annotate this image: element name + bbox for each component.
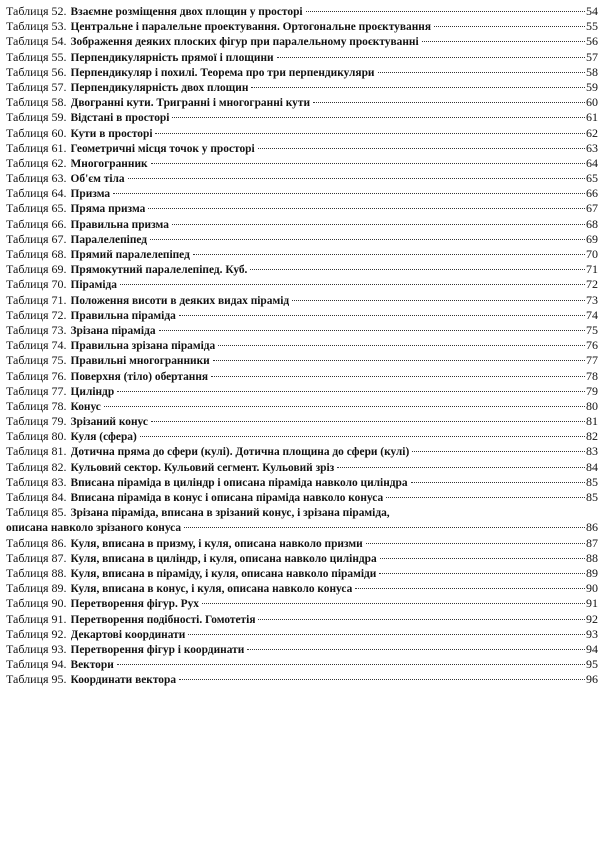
toc-entry[interactable]	[6, 65, 598, 80]
toc-entry-page: 89	[586, 565, 598, 580]
toc-entry-title: Центральне і паралельне проектування. Ортогональне проєктування	[70, 21, 432, 34]
toc-entry-page: 55	[586, 19, 598, 34]
toc-entry-title: Зображення деяких плоских фігур при паралельному проєктуванні	[70, 36, 419, 49]
dot-leader	[140, 436, 585, 437]
toc-entry[interactable]	[6, 475, 598, 490]
toc-entry-page: 76	[586, 338, 598, 353]
dot-leader	[434, 26, 585, 27]
toc-entry-label: Таблиця 87.	[6, 550, 67, 565]
toc-entry-title: Перетворення фігур і координати	[70, 643, 245, 656]
toc-entry-page: 57	[586, 49, 598, 64]
dot-leader	[117, 664, 585, 665]
dot-leader	[258, 148, 585, 149]
toc-entry[interactable]	[6, 444, 598, 459]
toc-entry-title: Паралелепіпед	[70, 233, 148, 246]
toc-entry-page: 72	[586, 277, 598, 292]
toc-entry-label: Таблиця 65.	[6, 201, 67, 216]
toc-entry-label: Таблиця 54.	[6, 34, 67, 49]
dot-leader	[218, 345, 585, 346]
toc-entry-page: 92	[586, 611, 598, 626]
toc-entry-page: 70	[586, 247, 598, 261]
dot-leader	[117, 391, 585, 392]
toc-entry-title: Кульовий сектор. Кульовий сегмент. Кульовий зріз	[70, 461, 335, 474]
dot-leader	[155, 133, 585, 134]
toc-entry-page: 96	[586, 672, 598, 687]
dot-leader	[151, 163, 585, 164]
dot-leader	[411, 482, 585, 483]
toc-entry-title: Відстані в просторі	[70, 112, 170, 125]
toc-entry-title: Правильні многогранники	[70, 355, 210, 368]
toc-entry-page: 87	[586, 535, 598, 550]
toc-entry-page: 64	[586, 155, 598, 170]
dot-leader	[211, 376, 585, 377]
toc-entry-label: Таблиця 72.	[6, 307, 67, 322]
toc-entry-title: Перпендикулярність прямої і площини	[70, 51, 274, 64]
toc-entry-label: Таблиця 89.	[6, 581, 67, 596]
toc-entry[interactable]	[6, 353, 598, 368]
toc-entry-page: 83	[586, 444, 598, 459]
toc-entry-page: 62	[586, 125, 598, 140]
dot-leader	[422, 41, 585, 42]
toc-entry-title: Правильна піраміда	[70, 309, 176, 322]
toc-entry-title: Перетворення подібності. Гомотетія	[70, 613, 256, 626]
toc-entry-label: Таблиця 73.	[6, 322, 67, 337]
dot-leader	[247, 649, 585, 650]
toc-entry-page: 95	[586, 657, 598, 672]
toc-entry-label: Таблиця 67.	[6, 231, 67, 246]
toc-entry[interactable]	[6, 672, 598, 687]
toc-entry-label: Таблиця 91.	[6, 611, 67, 626]
toc-entry-title: Перпендикуляр і похилі. Теорема про три перпендикуляри	[70, 66, 375, 79]
toc-entry-label: Таблиця 94.	[6, 657, 67, 672]
toc-entry[interactable]	[6, 156, 598, 171]
dot-leader	[120, 284, 585, 285]
toc-entry[interactable]	[6, 50, 598, 65]
toc-entry-title: Правильна призма	[70, 218, 169, 231]
toc-entry-label: Таблиця 71.	[6, 292, 67, 307]
dot-leader	[151, 421, 585, 422]
toc-entry-label: Таблиця 86.	[6, 535, 67, 550]
dot-leader	[172, 117, 585, 118]
dot-leader	[172, 224, 585, 225]
toc-entry-title: Геометричні місця точок у просторі	[70, 142, 255, 155]
toc-entry-title: Циліндр	[70, 385, 115, 398]
toc-entry-page: 60	[586, 95, 598, 110]
toc-entry-label: Таблиця 83.	[6, 474, 67, 489]
toc-entry[interactable]	[6, 186, 598, 201]
toc-entry-title: Зрізаний конус	[70, 416, 148, 429]
toc-entry-label: Таблиця 62.	[6, 155, 67, 170]
toc-entry[interactable]	[6, 642, 598, 657]
dot-leader	[213, 360, 585, 361]
toc-entry-title: Зрізана піраміда	[70, 324, 156, 337]
toc-entry[interactable]	[6, 551, 598, 566]
toc-entry-label: Таблиця 90.	[6, 596, 67, 611]
toc-entry-label: Таблиця 84.	[6, 490, 67, 504]
toc-entry[interactable]	[6, 581, 598, 596]
toc-entry[interactable]	[6, 505, 598, 520]
toc-entry-title: Поверхня (тіло) обертання	[70, 370, 209, 383]
toc-entry[interactable]	[6, 323, 598, 338]
dot-leader	[179, 679, 585, 680]
toc-entry[interactable]	[6, 596, 598, 611]
toc-entry-page: 84	[586, 459, 598, 474]
toc-entry[interactable]	[6, 262, 598, 277]
toc-entry[interactable]	[6, 627, 598, 642]
toc-entry-label: Таблиця 92.	[6, 626, 67, 641]
toc-entry-title: Об'єм тіла	[70, 173, 125, 186]
dot-leader	[277, 57, 585, 58]
dot-leader	[292, 300, 585, 301]
toc-entry-page: 78	[586, 368, 598, 383]
toc-entry-label: Таблиця 57.	[6, 79, 67, 94]
toc-entry-title: Координати вектора	[70, 674, 177, 687]
toc-entry-title: Конус	[70, 400, 101, 413]
toc-entry-page: 94	[586, 641, 598, 656]
dot-leader	[250, 269, 585, 270]
toc-entry[interactable]	[6, 19, 598, 34]
toc-entry[interactable]	[6, 308, 598, 323]
toc-entry-label: Таблиця 82.	[6, 459, 67, 474]
dot-leader	[202, 603, 585, 604]
toc-entry-page: 65	[586, 171, 598, 186]
toc-entry-page: 85	[586, 490, 598, 504]
dot-leader	[379, 573, 585, 574]
toc-entry[interactable]	[6, 612, 598, 627]
toc-entry-label: Таблиця 77.	[6, 383, 67, 398]
toc-entry-page: 73	[586, 292, 598, 307]
toc-entry-title: Куля, вписана в піраміду, і куля, описана навколо піраміди	[70, 567, 377, 580]
dot-leader	[113, 193, 585, 194]
dot-leader	[148, 208, 585, 209]
dot-leader	[313, 102, 585, 103]
toc-entry[interactable]	[6, 460, 598, 475]
toc-entry[interactable]	[6, 95, 598, 110]
toc-entry-page: 67	[586, 201, 598, 216]
dot-leader	[179, 315, 585, 316]
toc-entry[interactable]	[6, 384, 598, 399]
toc-entry-page: 88	[586, 550, 598, 565]
toc-entry-page: 54	[586, 4, 598, 18]
toc-entry[interactable]	[6, 217, 598, 232]
toc-entry-title: Положення висоти в деяких видах пірамід	[70, 294, 290, 307]
dot-leader	[258, 619, 585, 620]
toc-entry-label: Таблиця 59.	[6, 110, 67, 125]
toc-entry-label: Таблиця 70.	[6, 277, 67, 292]
toc-entry-title: Куля, вписана в конус, і куля, описана навколо конуса	[70, 583, 353, 596]
toc-entry-label: Таблиця 78.	[6, 398, 67, 413]
toc-entry[interactable]	[6, 247, 598, 262]
toc-entry-title: Перетворення фігур. Рух	[70, 598, 200, 611]
toc-entry-label: Таблиця 66.	[6, 216, 67, 231]
dot-leader	[386, 497, 585, 498]
toc-entry-page: 82	[586, 429, 598, 444]
toc-entry-label: Таблиця 95.	[6, 672, 67, 687]
toc-entry-title: Прямокутний паралелепіпед. Куб.	[70, 264, 248, 277]
toc-entry-title: Многогранник	[70, 157, 148, 170]
dot-leader	[380, 558, 585, 559]
dot-leader	[366, 543, 585, 544]
toc-entry[interactable]	[6, 171, 598, 186]
toc-entry-label: Таблиця 74.	[6, 338, 67, 353]
toc-entry[interactable]	[6, 414, 598, 429]
toc-entry-title-continued: описана навколо зрізаного конуса	[6, 522, 182, 535]
toc-entry[interactable]	[6, 338, 598, 353]
toc-entry-title: Вписана піраміда в конус і описана піраміда навколо конуса	[70, 492, 384, 504]
dot-leader	[150, 239, 585, 240]
toc-entry[interactable]	[6, 126, 598, 141]
toc-entry-title: Куля, вписана в призму, і куля, описана навколо призми	[70, 537, 363, 550]
dot-leader	[251, 87, 585, 88]
toc-entry-title: Вписана піраміда в циліндр і описана піраміда навколо циліндра	[70, 476, 408, 489]
toc-entry-page: 86	[586, 520, 598, 535]
toc-entry[interactable]	[6, 277, 598, 292]
toc-entry[interactable]	[6, 232, 598, 247]
toc-entry-label: Таблиця 88.	[6, 565, 67, 580]
toc-entry-label: Таблиця 55.	[6, 49, 67, 64]
dot-leader	[184, 527, 585, 528]
toc-entry-label: Таблиця 60.	[6, 125, 67, 140]
dot-leader	[378, 72, 586, 73]
toc-entry-page: 68	[586, 216, 598, 231]
toc-entry-title: Двогранні кути. Тригранні і многогранні кути	[70, 97, 311, 110]
toc-entry-title: Зрізана піраміда, вписана в зрізаний конус, і зрізана піраміда,	[70, 507, 390, 520]
toc-entry-label: Таблиця 64.	[6, 186, 67, 201]
toc-entry-label: Таблиця 68.	[6, 247, 67, 261]
table-of-contents	[6, 4, 598, 687]
toc-entry-page: 80	[586, 398, 598, 413]
toc-entry-page: 90	[586, 581, 598, 596]
toc-entry-label: Таблиця 75.	[6, 353, 67, 368]
toc-entry-title: Взаємне розміщення двох площин у просторі	[70, 6, 303, 18]
toc-entry-title: Прямий паралелепіпед	[70, 249, 190, 261]
toc-entry-continuation[interactable]	[6, 520, 598, 535]
toc-entry-label: Таблиця 79.	[6, 414, 67, 429]
dot-leader	[193, 254, 585, 255]
toc-entry-page: 77	[586, 353, 598, 368]
toc-entry-title: Правильна зрізана піраміда	[70, 340, 216, 353]
toc-entry[interactable]	[6, 110, 598, 125]
toc-entry-label: Таблиця 61.	[6, 140, 67, 155]
toc-entry[interactable]	[6, 566, 598, 581]
toc-entry-label: Таблиця 76.	[6, 368, 67, 383]
toc-entry-page: 81	[586, 414, 598, 429]
toc-entry-title: Призма	[70, 188, 111, 201]
toc-entry-label: Таблиця 85.	[6, 505, 67, 520]
dot-leader	[412, 451, 585, 452]
dot-leader	[306, 11, 585, 12]
dot-leader	[159, 330, 585, 331]
toc-entry-page: 56	[586, 34, 598, 49]
toc-entry[interactable]	[6, 429, 598, 444]
toc-entry-page: 93	[586, 626, 598, 641]
toc-entry[interactable]	[6, 536, 598, 551]
toc-entry[interactable]	[6, 201, 598, 216]
dot-leader	[188, 634, 585, 635]
toc-entry-page: 91	[586, 596, 598, 611]
toc-entry-title: Пряма призма	[70, 203, 146, 216]
toc-entry[interactable]	[6, 490, 598, 505]
toc-entry[interactable]	[6, 399, 598, 414]
toc-entry-label: Таблиця 56.	[6, 64, 67, 79]
toc-entry-label: Таблиця 63.	[6, 171, 67, 186]
toc-entry-page: 85	[586, 474, 598, 489]
toc-entry-label: Таблиця 93.	[6, 641, 67, 656]
toc-entry-page: 58	[586, 64, 598, 79]
toc-entry-page: 75	[586, 322, 598, 337]
toc-entry-label: Таблиця 80.	[6, 429, 67, 444]
toc-entry-title: Перпендикулярність двох площин	[70, 81, 249, 94]
toc-entry-page: 69	[586, 231, 598, 246]
toc-entry[interactable]	[6, 141, 598, 156]
dot-leader	[355, 588, 585, 589]
toc-entry[interactable]	[6, 4, 598, 19]
toc-entry-title: Декартові координати	[70, 628, 186, 641]
toc-entry[interactable]	[6, 34, 598, 49]
toc-entry-title: Куля, вписана в циліндр, і куля, описана навколо циліндра	[70, 552, 377, 565]
toc-entry-page: 66	[586, 186, 598, 201]
toc-entry-title: Дотична пряма до сфери (кулі). Дотична площина до сфери (кулі)	[70, 446, 410, 459]
toc-entry-label: Таблиця 58.	[6, 95, 67, 110]
toc-entry-label: Таблиця 69.	[6, 262, 67, 277]
toc-entry-label: Таблиця 52.	[6, 4, 67, 18]
dot-leader	[337, 467, 585, 468]
toc-entry-page: 59	[586, 79, 598, 94]
toc-entry[interactable]	[6, 369, 598, 384]
toc-entry-page: 71	[586, 262, 598, 277]
toc-entry-title: Куля (сфера)	[70, 431, 137, 444]
toc-entry-label: Таблиця 53.	[6, 19, 67, 34]
toc-entry-page: 63	[586, 140, 598, 155]
toc-entry-title: Кути в просторі	[70, 127, 153, 140]
toc-entry-page: 61	[586, 110, 598, 125]
toc-entry-title: Вектори	[70, 659, 114, 672]
toc-entry-page: 79	[586, 383, 598, 398]
toc-entry-title: Піраміда	[70, 279, 117, 292]
toc-entry[interactable]	[6, 657, 598, 672]
toc-entry[interactable]	[6, 80, 598, 95]
dot-leader	[104, 406, 585, 407]
dot-leader	[128, 178, 585, 179]
toc-entry-label: Таблиця 81.	[6, 444, 67, 459]
toc-entry[interactable]	[6, 293, 598, 308]
toc-entry-page: 74	[586, 307, 598, 322]
